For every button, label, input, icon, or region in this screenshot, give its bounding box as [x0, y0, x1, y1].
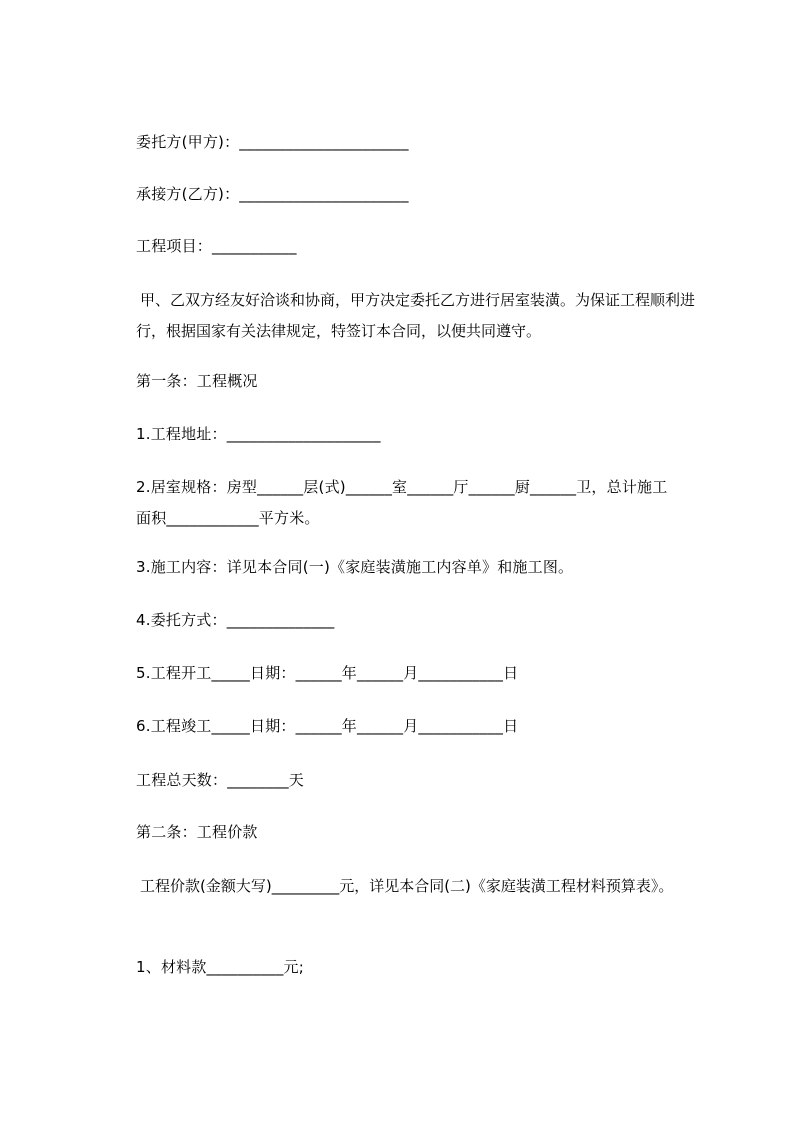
total-days: 工程总天数：________天 — [136, 771, 305, 789]
client-party-line: 委托方(甲方)：______________________ — [136, 133, 409, 151]
item4-method: 4.委托方式：______________ — [136, 611, 335, 629]
item5-start-date: 5.工程开工_____日期：______年______月___________日 — [136, 664, 519, 682]
project-line: 工程项目：___________ — [136, 237, 297, 255]
item2-spec-line1: 2.居室规格：房型______层(式)______室______厅______厨______卫，总计施工 — [136, 478, 668, 496]
contractor-party-line: 承接方(乙方)：______________________ — [136, 185, 409, 203]
price-paragraph: 工程价款(金额大写)_________元，详见本合同(二)《家庭装潢工程材料预算表》。 — [140, 877, 674, 895]
item2-spec-line2: 面积____________平方米。 — [136, 509, 320, 527]
article1-title: 第一条：工程概况 — [136, 372, 258, 390]
intro-paragraph: 甲、乙双方经友好洽谈和协商，甲方决定委托乙方进行居室装潢。为保证工程顺利进行，根据国家有关法律规定，特签订本合同，以便共同遵守。 — [136, 291, 696, 340]
item6-end-date: 6.工程竣工_____日期：______年______月___________日 — [136, 717, 519, 735]
item1-address: 1.工程地址：____________________ — [136, 425, 381, 443]
item3-content: 3.施工内容：详见本合同(一)《家庭装潢施工内容单》和施工图。 — [136, 558, 574, 576]
article2-title: 第二条：工程价款 — [136, 823, 258, 841]
material-fee: 1、材料款__________元; — [136, 958, 304, 976]
